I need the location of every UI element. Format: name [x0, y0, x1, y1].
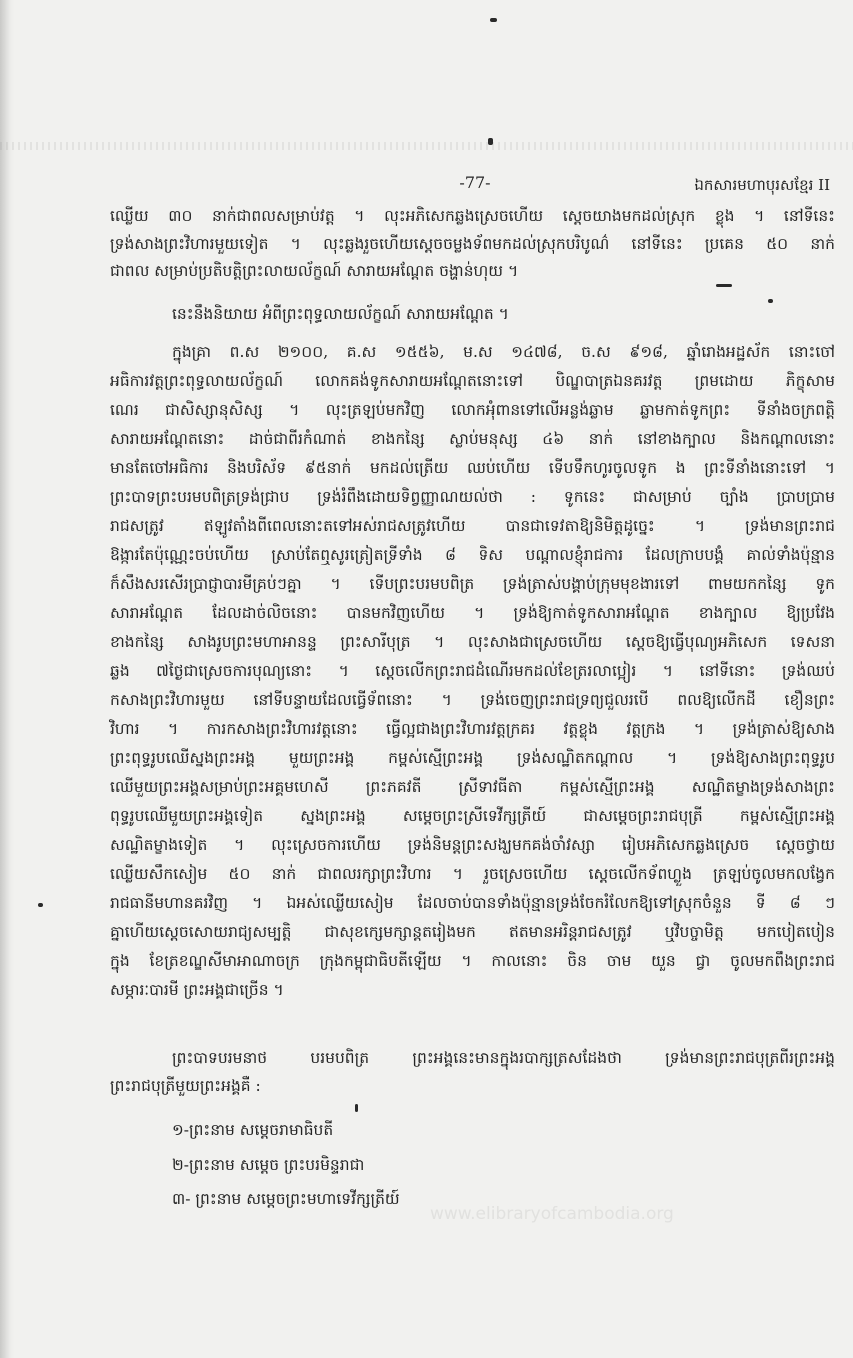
- text-line: រាជសត្រូវ ឥឡូវតាំងពីពេលនោះតទៅអស់រាជសត្រូវហើយ បានជាទេវតាឱ្យនិមិត្តដូច្នេះ ។ ទ្រង់មានព្រះរាជ: [110, 517, 835, 535]
- section-heading: នេះនឹងនិយាយ អំពីព្រះពុទ្ធលាយល័ក្ខណ៍ សារាយអណ្តែត ។: [172, 305, 509, 323]
- text-line: វិហារ ។ ការកសាងព្រះវិហារវត្តនោះ ធ្វើល្អជាងព្រះវិហារវត្តក្រគរ វត្តខ្លុង វត្តក្រង ។ ទ្រង់ត្រាស់ឱ្យសាង: [110, 720, 835, 738]
- scan-speck: [488, 138, 493, 145]
- scan-speck: [355, 1104, 358, 1112]
- text-line: ក៏សឹងសរសើរប្រាជ្ញាបារមីគ្រប់ៗគ្នា ។ ទើបព្រះបរមបពិត្រ ទ្រង់ត្រាស់បង្គាប់ក្រុមមុខងារទៅ ពាមយកកន្សៃ ទូក: [110, 575, 835, 593]
- watermark: www.elibraryofcambodia.org: [430, 1204, 674, 1224]
- text-line: ឈ្លើយសឹកសៀម ៥០ នាក់ ជាពលរក្សាព្រះវិហារ ។ រួចស្រេចហើយ ស្តេចលើកទ័ពហ្លួង ត្រឡប់ចូលមកលង្វែក: [110, 865, 835, 883]
- list-item: ១-ព្រះនាម សម្តេចរាមាធិបតី: [172, 1121, 334, 1139]
- text-line: ព្រះបាទព្រះបរមបពិត្រទ្រង់ជ្រាប ទ្រង់រំពឹងដោយទិព្វញ្ញាណយល់ថា : ទូកនេះ ជាសម្រាប់ ច្បាំង ប្រាបប្រាម: [110, 488, 835, 506]
- text-line: សារាអណ្តែត ដែលដាច់លិចនោះ បានមកវិញហើយ ។ ទ្រង់ឱ្យកាត់ទូកសារាអណ្តែត ខាងក្បាល ឱ្យប្រវែង: [110, 604, 835, 622]
- scan-page-edge: [0, 0, 14, 1358]
- text-line: ព្រះពុទ្ធរូបឈើស្នងព្រះអង្គ មួយព្រះអង្គ កម្ពស់ស្មើព្រះអង្គ ទ្រង់សណ្ឋិតកណ្តាល ។ ទ្រង់ឱ្យសាងព្រះពុទ្ធរូប: [110, 749, 835, 767]
- text-line: សណ្ឋិតម្ខាងទៀត ។ លុះស្រេចការហើយ ទ្រង់និមន្តព្រះសង្ឃមកគង់ចាំវស្សា រៀបអភិសេកឆ្លងស្រេច ស្តេចថ្វាយ: [110, 836, 835, 854]
- text-line: សម្ភារៈបារមី ព្រះអង្គជាច្រើន ។: [110, 981, 284, 999]
- text-line: ជាពល សម្រាប់ប្រតិបត្តិព្រះលាយល័ក្ខណ៍ សារាយអណ្តែត ចង្ហាន់ហុយ ។: [110, 262, 519, 280]
- text-line: ឈ្លើយ ៣០ នាក់ជាពលសម្រាប់វត្ត ។ លុះអភិសេកឆ្លងស្រេចហើយ ស្តេចយាងមកដល់ស្រុក ខ្លុង ។ នៅទីនេះ: [110, 207, 835, 225]
- text-line: មានតែចៅអធិការ និងបរិស័ទ ៩៥នាក់ មកដល់ត្រើយ ឈប់ហើយ ទើបទឹកហូរចូលទូក ង ព្រះទីនាំងនោះទៅ ។: [110, 459, 835, 477]
- text-line: ព្រះរាជបុត្រីមួយព្រះអង្គគឺ :: [110, 1077, 261, 1095]
- text-line: ក្នុង ខែត្រខណ្ឌសីមាអាណាចក្រ ក្រុងកម្ពុជាធិបតីឡើយ ។ កាលនោះ ចិន ចាម យួន ជ្វា ចូលមកពឹងព្រះរាជ: [110, 952, 835, 970]
- scan-speck: [490, 18, 497, 22]
- text-line: ទ្រង់សាងព្រះវិហារមួយទៀត ។ លុះឆ្លងរួចហើយស្តេចចម្លងទ័ពមកដល់ស្រុកបរិបូណ៌ នៅទីនេះ ប្រគេន ៥០ នាក់: [110, 234, 835, 253]
- paragraph-main: [110, 338, 835, 1005]
- list-item: ៣- ព្រះនាម សម្តេចព្រះមហាទេវីក្សត្រីយ៍: [172, 1190, 400, 1208]
- page-number: -77-: [459, 173, 491, 192]
- list-item: ២-ព្រះនាម សម្តេច ព្រះបរមិន្ទរាជា: [172, 1155, 365, 1174]
- paragraph-4: [110, 1044, 835, 1100]
- text-line: គ្នាហើយស្តេចសោយរាជ្យសម្បត្តិ ជាសុខក្សេមក្សាន្តតរៀងមក ឥតមានអរិន្តរាជសត្រូវ ឬវិបច្ចាមិត្ត មកបៀតបៀន: [110, 923, 835, 941]
- scan-speck: [38, 903, 43, 907]
- text-line: ពុទ្ធរូបឈើមួយព្រះអង្គទៀត ស្នងព្រះអង្គ សម្តេចព្រះស្រីទេវីក្សត្រីយ៍ ជាសម្តេចព្រះរាជបុត្រី កម្ពស់ស្មើព្រះអង្គ: [110, 807, 835, 825]
- text-line: ព្រះបាទបរមនាថ បរមបពិត្រ ព្រះអង្គនេះមានក្នុងរបាក្សត្រសដែងថា ទ្រង់មានព្រះរាជបុត្រពីរព្រះអង្គ: [172, 1049, 835, 1067]
- book-title: ឯកសារមហាបុរសខ្មែរ II: [694, 176, 830, 194]
- text-line: ខាងកន្សៃ សាងរូបព្រះមហាអានន្ទ ព្រះសារីបុត្រ ។ លុះសាងជាស្រេចហើយ ស្តេចឱ្យធ្វើបុណ្យអភិសេក ទេសនា: [110, 633, 835, 651]
- paragraph-1: [110, 203, 835, 286]
- text-line: ណេរ ជាសិស្សានុសិស្ស ។ លុះត្រឡប់មកវិញ លោកអុំពានទៅលើអន្លង់ឆ្លាម ឆ្លាមកាត់ទូកព្រះ ទីនាំងចក្រពត្តិ: [110, 401, 835, 419]
- text-line: ឱង្ការតែប៉ុណ្ណេះចប់ហើយ ស្រាប់តែឮសូរត្រៀតទ្រីទាំង ៨ ទិស បណ្តាលខ្ញុំរាជការ ដែលក្រាបបង្គំ គាល់ទាំងប៉ុន្មាន: [110, 546, 835, 564]
- text-line: ក្នុងគ្រា ព.ស ២១០០, គ.ស ១៥៥៦, ម.ស ១៤៧៨, ច.ស ៩១៨, ឆ្នាំរោងអដ្ឋស័ក នោះចៅ: [172, 343, 835, 361]
- text-line: ឈើមួយព្រះអង្គសម្រាប់ព្រះអគ្គមហេសី ព្រះភគវតី ស្រីទាវធីតា កម្ពស់ស្មើព្រះអង្គ សណ្ឋិតម្ខាងទ្រង់សាងព្រះ: [110, 778, 835, 796]
- text-line: កសាងព្រះវិហារមួយ នៅទីបន្ទាយដែលធ្វើទ័ពនោះ ។ ទ្រង់ចេញព្រះរាជទ្រព្យជួលរបើ ពលឱ្យលើកដី ខឿនព្រះ: [110, 691, 835, 709]
- children-list: [172, 1113, 672, 1217]
- text-line: សារាយអណ្តែតនោះ ដាច់ជាពីរកំណាត់ ខាងកន្សៃ ស្លាប់មនុស្ស ៤៦ នាក់ នៅខាងក្បាល និងកណ្តាលនោះ: [110, 430, 835, 448]
- text-line: រាជធានីមហានគរវិញ ។ ឯអស់ឈ្លើយសៀម ដែលចាប់បានទាំងប៉ុន្មានទ្រង់ចែករំលែកឱ្យទៅស្រុកចំនួន ទី ៨ ៗ: [110, 894, 835, 912]
- scan-noise-band: [0, 142, 853, 150]
- text-line: ឆ្លង ៧ថ្ងៃជាស្រេចការបុណ្យនោះ ។ ស្តេចលើកព្រះរាជដំណើរមកដល់ខែត្ររលាប្អៀរ ។ នៅទីនោះ ទ្រង់ឈប់: [110, 662, 835, 680]
- text-line: អធិការវត្តព្រះពុទ្ធលាយល័ក្ខណ៍ លោកគង់ទូកសារាយអណ្តែតនោះទៅ បិណ្ឌបាត្រឯនគរវត្ត ព្រមដោយ ភិក្ខុសាម: [110, 372, 835, 390]
